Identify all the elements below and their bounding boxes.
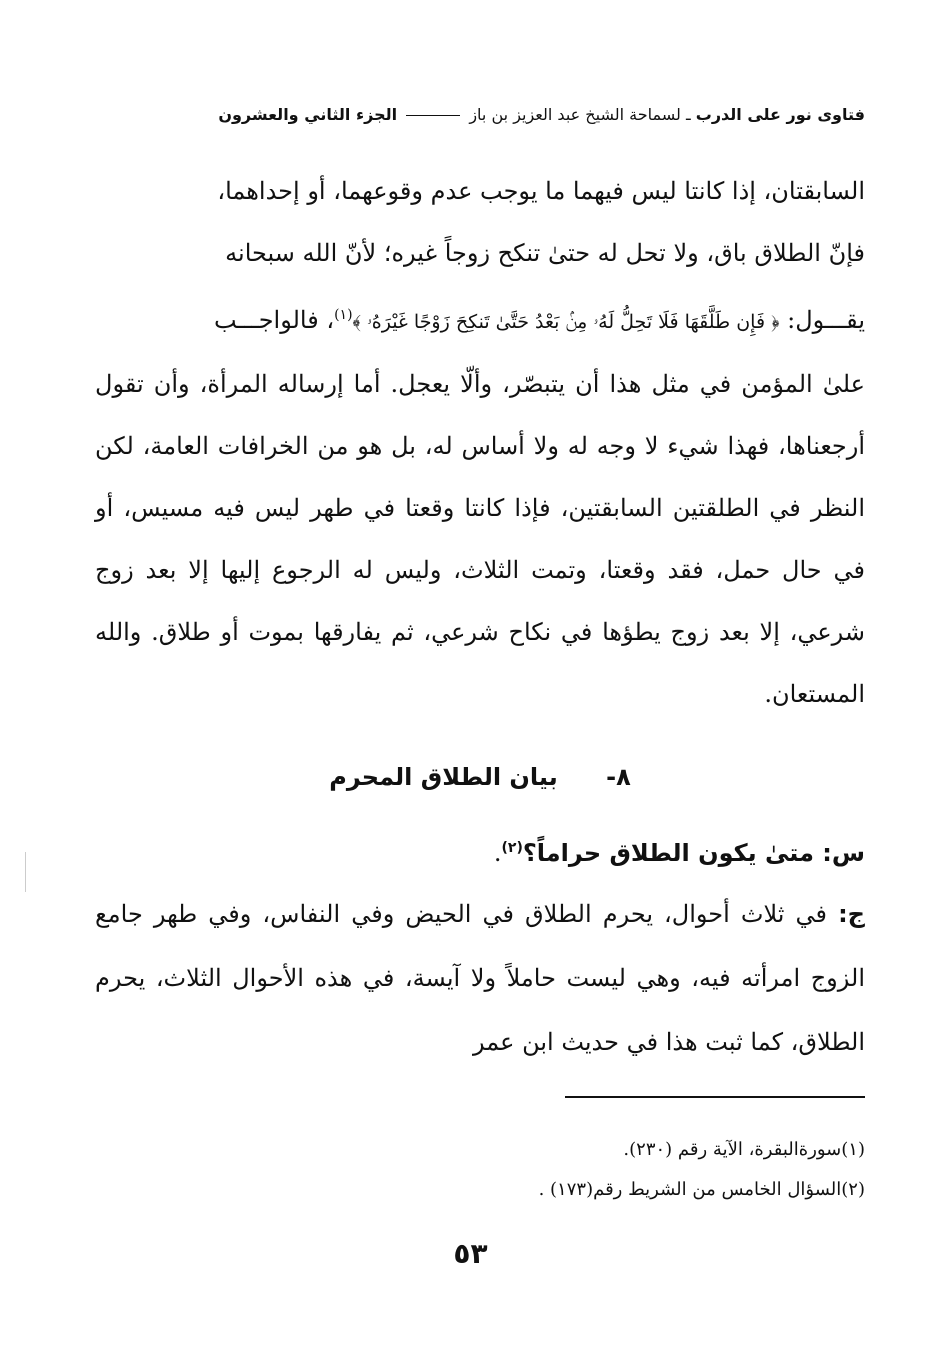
paragraph-line-with-verse [95,284,865,353]
paragraph-fragment: يقـــول: [787,306,865,334]
main-text-block [95,160,865,725]
footnote-ref: (١) [334,307,353,323]
question-text: س: متىٰ يكون الطلاق حراماً؟ [522,839,865,867]
header-dash [406,115,460,116]
footnote-divider [565,1096,865,1098]
answer-lead: ج: [838,900,865,928]
question-tail: . [493,839,502,867]
header-separator: ـ [685,105,691,124]
answer-text: في ثلاث أحوال، يحرم الطلاق في الحيض وفي النفاس، وفي طهر جامع الزوج امرأته فيه، وهي ليست حاملاً ولا آيسة، في هذه الأحوال الثلاث، يحرم الطلاق، كما ثبت هذا في حديث ابن عمر [95,900,865,1056]
answer [95,882,865,1074]
section-title: بيان الطلاق المحرم [329,763,558,791]
margin-mark [25,852,26,892]
paragraph-fragment: ، فالواجـــب [214,306,335,334]
question [95,818,865,883]
paragraph-line: السابقتان، إذا كانتا ليس فيهما ما يوجب عدم وقوعهما، أو إحداهما، [217,177,865,205]
quran-verse: ﴿ فَإِن طَلَّقَهَا فَلَا تَحِلُّ لَهُۥ مِنۢ بَعْدُ حَتَّىٰ تَنكِحَ زَوْجًا غَيْرَهُۥ ﴾ [352,311,780,333]
answer-paragraph [95,882,865,1074]
page-number: ٥٣ [453,1237,488,1270]
section-heading [95,752,865,802]
header-author: لسماحة الشيخ عبد العزيز بن باز [469,105,681,124]
footnotes [95,1130,865,1210]
section-number: ٨- [606,763,631,791]
paragraph: علىٰ المؤمن في مثل هذا أن يتبصّر، وألّا يعجل. أما إرساله المرأة، وأن تقول أرجعناها، فهذا شيء لا وجه له ولا أساس له، بل هو من الخرافات العامة، لكن النظر في الطلقتين السابقتين، فإذا كانتا وقعتا في طهر ليس فيه مسيس، أو في حال حمل، فقد وقعتا، وتمت الثلاث، وليس له الرجوع إليها إلا بعد زوج شرعي، إلا بعد زوج يطؤها في نكاح شرعي، ثم يفارقها بموت أو طلاق. والله المستعان. [95,370,866,708]
header-book-title: فتاوى نور على الدرب [695,105,865,124]
header-volume: الجزء الثاني والعشرون [218,105,398,124]
footnote-ref: (٢) [501,840,523,856]
running-header [95,100,865,130]
footnote: (٢)السؤال الخامس من الشريط رقم(١٧٣) . [538,1179,865,1200]
paragraph-line: فإنّ الطلاق باق، ولا تحل له حتىٰ تنكح زوجاً غيره؛ لأنّ الله سبحانه [225,239,865,267]
footnote: (١)سورةالبقرة، الآية رقم (٢٣٠). [623,1139,865,1160]
